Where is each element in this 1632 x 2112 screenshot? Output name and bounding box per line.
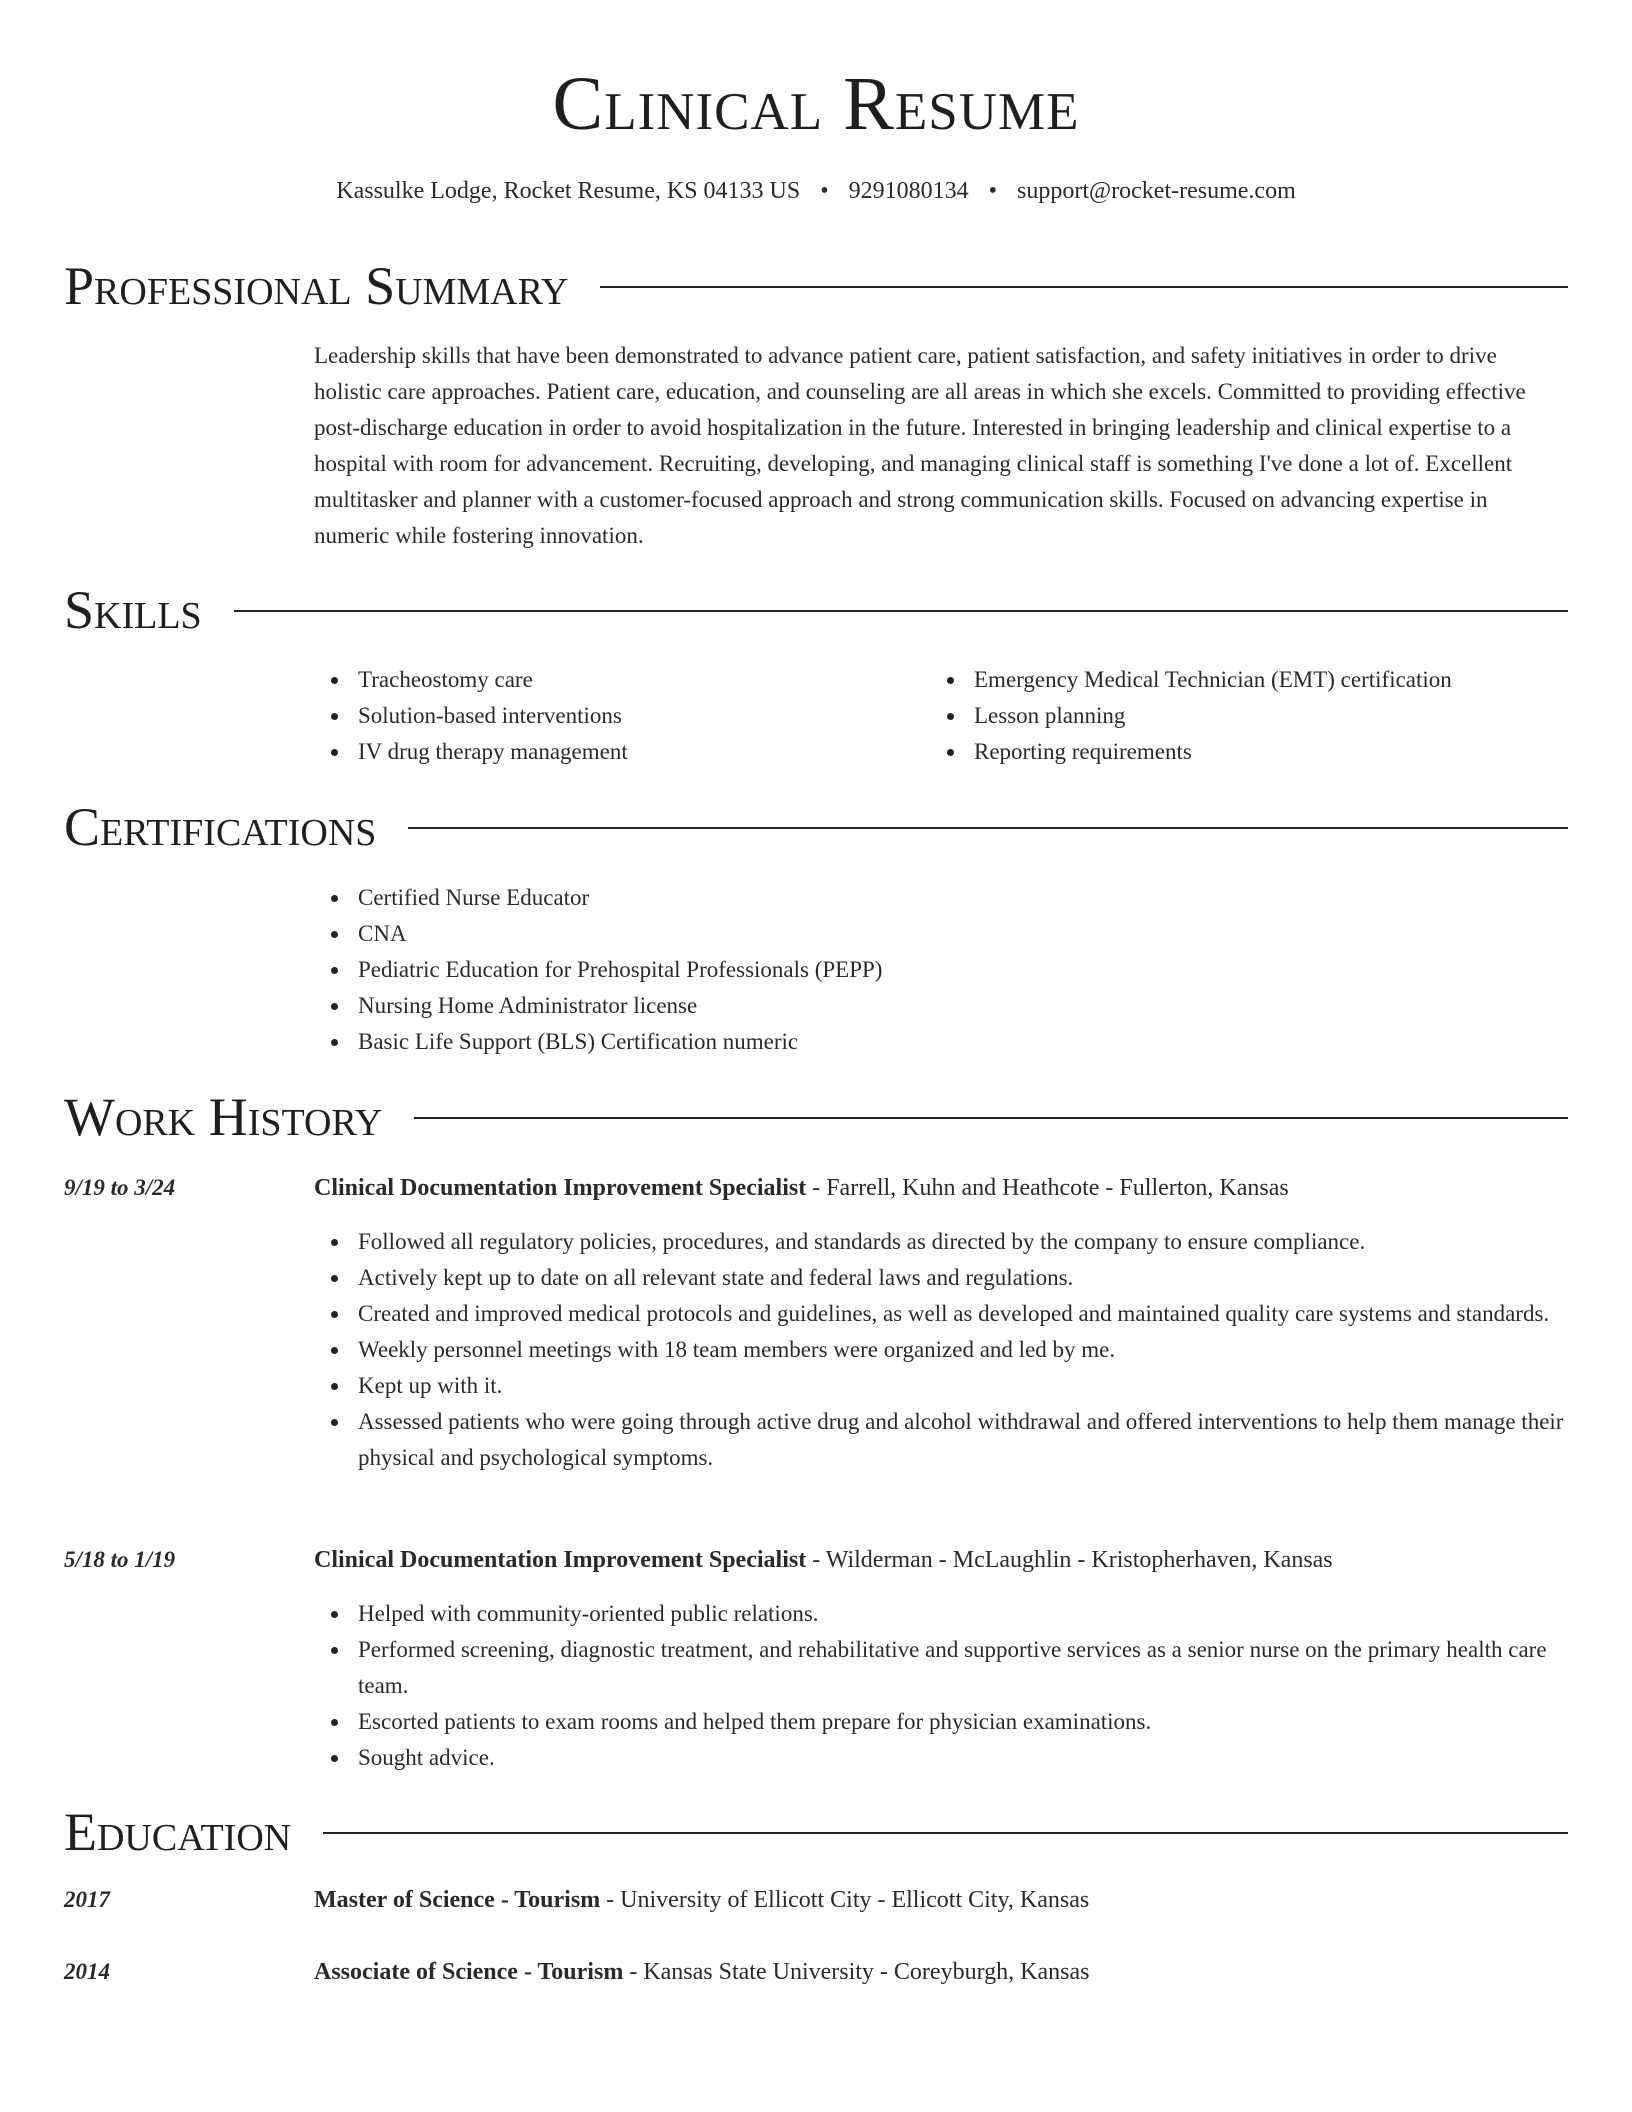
section-header-education bbox=[64, 1802, 1568, 1862]
job-duties bbox=[314, 1596, 1568, 1776]
skill-item: Tracheostomy care bbox=[314, 662, 930, 698]
certification-item: Nursing Home Administrator license bbox=[314, 988, 1568, 1024]
employer-details: - Wilderman - McLaughlin - Kristopherhaven, Kansas bbox=[806, 1547, 1333, 1573]
job-title: Clinical Documentation Improvement Specialist bbox=[314, 1175, 807, 1201]
section-divider bbox=[600, 286, 1568, 288]
skill-item: Solution-based interventions bbox=[314, 698, 930, 734]
section-divider bbox=[408, 827, 1568, 829]
school-details: - Kansas State University - Coreyburgh, Kansas bbox=[623, 1959, 1090, 1985]
contact-separator: • bbox=[988, 178, 998, 204]
section-title: Education bbox=[64, 1802, 292, 1862]
section-header-certifications bbox=[64, 797, 1568, 857]
skill-item: Reporting requirements bbox=[930, 734, 1546, 770]
skills-column-left bbox=[314, 662, 930, 770]
section-divider bbox=[414, 1117, 1568, 1119]
duty-item: Helped with community-oriented public relations. bbox=[314, 1596, 1568, 1632]
section-header-summary bbox=[64, 256, 1568, 316]
duty-item: Actively kept up to date on all relevant state and federal laws and regulations. bbox=[314, 1260, 1568, 1296]
degree: Associate of Science - Tourism bbox=[314, 1959, 624, 1985]
section-title: Certifications bbox=[64, 797, 377, 857]
education-year: 2014 bbox=[64, 1959, 110, 1984]
skill-item: Lesson planning bbox=[930, 698, 1546, 734]
duty-item: Weekly personnel meetings with 18 team members were organized and led by me. bbox=[314, 1332, 1568, 1368]
work-dates: 9/19 to 3/24 bbox=[64, 1175, 176, 1200]
section-divider bbox=[234, 610, 1568, 612]
contact-line bbox=[0, 176, 1632, 206]
education-year: 2017 bbox=[64, 1887, 110, 1912]
section-header-skills bbox=[64, 580, 1568, 640]
certification-item: Basic Life Support (BLS) Certification numeric bbox=[314, 1024, 1568, 1060]
duty-item: Assessed patients who were going through active drug and alcohol withdrawal and offered interventions to help them manage their physical and psychological symptoms. bbox=[314, 1404, 1568, 1476]
section-title: Work History bbox=[64, 1087, 383, 1147]
skills-column-right bbox=[930, 662, 1546, 770]
job-title: Clinical Documentation Improvement Specialist bbox=[314, 1547, 807, 1573]
section-header-work-history bbox=[64, 1087, 1568, 1147]
summary-text: Leadership skills that have been demonstrated to advance patient care, patient satisfaction, and safety initiatives in order to drive holistic care approaches. Patient care, education, and counseling are all areas in which she excels. Committed to providing effective post-discharge education in order to avoid hospitalization in the future. Interested in bringing leadership and clinical expertise to a hospital with room for advancement. Recruiting, developing, and managing clinical staff is something I've done a lot of. Excellent multitasker and planner with a customer-focused approach and strong communication skills. Focused on advancing expertise in numeric while fostering innovation. bbox=[314, 343, 1526, 548]
duty-item: Kept up with it. bbox=[314, 1368, 1568, 1404]
contact-email: support@rocket-resume.com bbox=[1017, 178, 1296, 204]
resume-title: Clinical Resume bbox=[552, 62, 1080, 146]
work-dates: 5/18 to 1/19 bbox=[64, 1547, 176, 1572]
certification-item: Pediatric Education for Prehospital Professionals (PEPP) bbox=[314, 952, 1568, 988]
school-details: - University of Ellicott City - Ellicott City, Kansas bbox=[600, 1887, 1090, 1913]
skill-item: Emergency Medical Technician (EMT) certification bbox=[930, 662, 1546, 698]
section-divider bbox=[323, 1832, 1568, 1834]
duty-item: Performed screening, diagnostic treatment, and rehabilitative and supportive services as a senior nurse on the primary health care team. bbox=[314, 1632, 1568, 1704]
skills-list bbox=[314, 662, 1568, 770]
education-heading bbox=[314, 1882, 1568, 1918]
employer-details: - Farrell, Kuhn and Heathcote - Fullerton, Kansas bbox=[806, 1175, 1289, 1201]
duty-item: Followed all regulatory policies, procedures, and standards as directed by the company to ensure compliance. bbox=[314, 1224, 1568, 1260]
certifications-list bbox=[314, 880, 1568, 1060]
education-heading bbox=[314, 1954, 1568, 1990]
section-title: Professional Summary bbox=[64, 256, 569, 316]
certification-item: Certified Nurse Educator bbox=[314, 880, 1568, 916]
contact-address: Kassulke Lodge, Rocket Resume, KS 04133 US bbox=[336, 178, 801, 204]
contact-separator: • bbox=[820, 178, 829, 204]
duty-item: Escorted patients to exam rooms and helped them prepare for physician examinations. bbox=[314, 1704, 1568, 1740]
work-heading bbox=[314, 1170, 1568, 1206]
work-heading bbox=[314, 1542, 1568, 1578]
certification-item: CNA bbox=[314, 916, 1568, 952]
duty-item: Sought advice. bbox=[314, 1740, 1568, 1776]
skill-item: IV drug therapy management bbox=[314, 734, 930, 770]
duty-item: Created and improved medical protocols and guidelines, as well as developed and maintained quality care systems and standards. bbox=[314, 1296, 1568, 1332]
job-duties bbox=[314, 1224, 1568, 1476]
section-title: Skills bbox=[64, 580, 202, 640]
degree: Master of Science - Tourism bbox=[314, 1887, 601, 1913]
contact-phone: 9291080134 bbox=[848, 178, 969, 204]
